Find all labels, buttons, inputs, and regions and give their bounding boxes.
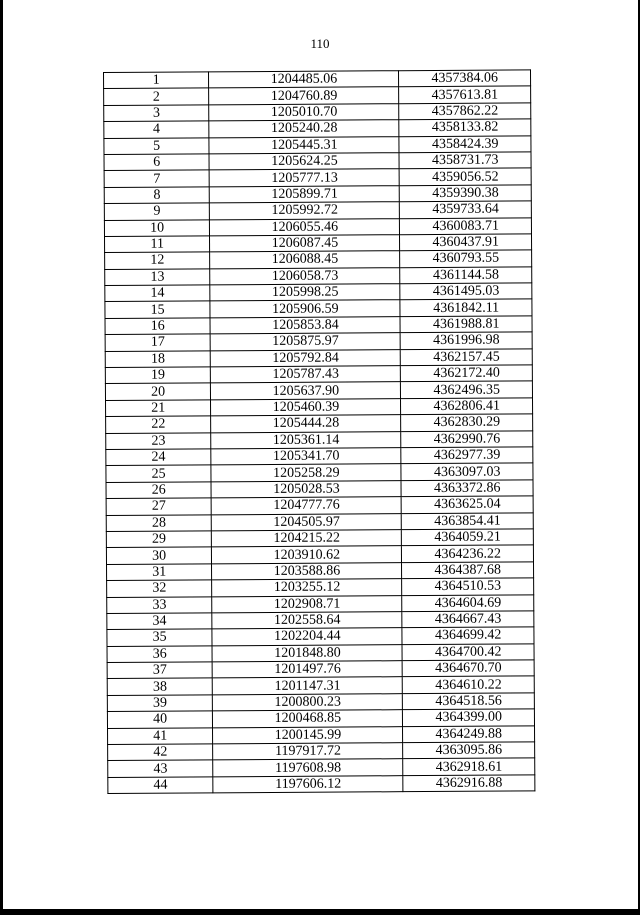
- y-coordinate-cell: 4363372.86: [401, 480, 533, 497]
- x-coordinate-cell: 1205028.53: [211, 480, 401, 498]
- point-number-cell: 13: [105, 269, 210, 286]
- point-number-cell: 14: [105, 285, 210, 302]
- x-coordinate-cell: 1205853.84: [210, 317, 400, 335]
- point-number-cell: 41: [108, 727, 213, 744]
- x-coordinate-cell: 1202908.71: [212, 595, 402, 613]
- y-coordinate-cell: 4361988.81: [400, 316, 532, 333]
- y-coordinate-cell: 4362496.35: [401, 381, 533, 398]
- point-number-cell: 44: [108, 777, 213, 794]
- x-coordinate-cell: 1204485.06: [209, 71, 399, 89]
- y-coordinate-cell: 4363854.41: [402, 512, 534, 529]
- x-coordinate-cell: 1197606.12: [213, 775, 403, 793]
- point-number-cell: 25: [106, 465, 211, 482]
- x-coordinate-cell: 1204215.22: [212, 530, 402, 548]
- y-coordinate-cell: 4361495.03: [400, 283, 532, 300]
- y-coordinate-cell: 4360793.55: [400, 250, 532, 267]
- y-coordinate-cell: 4364604.69: [402, 594, 534, 611]
- point-number-cell: 34: [107, 613, 212, 630]
- point-number-cell: 31: [107, 564, 212, 581]
- coordinates-table: [103, 69, 535, 794]
- y-coordinate-cell: 4363625.04: [402, 496, 534, 513]
- y-coordinate-cell: 4357384.06: [399, 70, 531, 87]
- x-coordinate-cell: 1203910.62: [212, 546, 402, 564]
- point-number-cell: 24: [106, 449, 211, 466]
- scan-edge-left: [0, 0, 3, 915]
- point-number-cell: 4: [104, 121, 209, 138]
- y-coordinate-cell: 4360437.91: [400, 234, 532, 251]
- y-coordinate-cell: 4358731.73: [399, 152, 531, 169]
- y-coordinate-cell: 4364387.68: [402, 562, 534, 579]
- point-number-cell: 22: [106, 416, 211, 433]
- y-coordinate-cell: 4362990.76: [401, 430, 533, 447]
- x-coordinate-cell: 1205240.28: [209, 120, 399, 138]
- y-coordinate-cell: 4359733.64: [400, 201, 532, 218]
- y-coordinate-cell: 4364059.21: [402, 529, 534, 546]
- point-number-cell: 20: [105, 383, 210, 400]
- x-coordinate-cell: 1203588.86: [212, 562, 402, 580]
- y-coordinate-cell: 4362806.41: [401, 398, 533, 415]
- y-coordinate-cell: 4358424.39: [399, 135, 531, 152]
- x-coordinate-cell: 1197608.98: [213, 759, 403, 777]
- x-coordinate-cell: 1205899.71: [210, 185, 400, 203]
- y-coordinate-cell: 4359390.38: [400, 185, 532, 202]
- x-coordinate-cell: 1201147.31: [213, 677, 403, 695]
- y-coordinate-cell: 4362918.61: [403, 758, 535, 775]
- point-number-cell: 1: [104, 72, 209, 89]
- point-number-cell: 36: [107, 646, 212, 663]
- x-coordinate-cell: 1205460.39: [211, 398, 401, 416]
- x-coordinate-cell: 1202204.44: [212, 628, 402, 646]
- point-number-cell: 37: [107, 662, 212, 679]
- x-coordinate-cell: 1205998.25: [210, 284, 400, 302]
- point-number-cell: 29: [106, 531, 211, 548]
- x-coordinate-cell: 1204777.76: [211, 497, 401, 515]
- point-number-cell: 28: [106, 514, 211, 531]
- x-coordinate-cell: 1206058.73: [210, 267, 400, 285]
- x-coordinate-cell: 1206055.46: [210, 218, 400, 236]
- x-coordinate-cell: 1206087.45: [210, 235, 400, 253]
- point-number-cell: 42: [108, 744, 213, 761]
- point-number-cell: 6: [104, 154, 209, 171]
- point-number-cell: 19: [105, 367, 210, 384]
- x-coordinate-cell: 1202558.64: [212, 612, 402, 630]
- y-coordinate-cell: 4357613.81: [399, 86, 531, 103]
- point-number-cell: 32: [107, 580, 212, 597]
- y-coordinate-cell: 4364667.43: [402, 611, 534, 628]
- point-number-cell: 35: [107, 629, 212, 646]
- y-coordinate-cell: 4362830.29: [401, 414, 533, 431]
- x-coordinate-cell: 1205361.14: [211, 431, 401, 449]
- table-row: [108, 775, 535, 794]
- x-coordinate-cell: 1205875.97: [210, 333, 400, 351]
- y-coordinate-cell: 4358133.82: [399, 119, 531, 136]
- x-coordinate-cell: 1204760.89: [209, 87, 399, 105]
- y-coordinate-cell: 4360083.71: [400, 217, 532, 234]
- y-coordinate-cell: 4357862.22: [399, 103, 531, 120]
- point-number-cell: 43: [108, 760, 213, 777]
- y-coordinate-cell: 4361842.11: [400, 299, 532, 316]
- point-number-cell: 5: [104, 137, 209, 154]
- y-coordinate-cell: 4359056.52: [400, 168, 532, 185]
- point-number-cell: 3: [104, 105, 209, 122]
- point-number-cell: 18: [105, 350, 210, 367]
- point-number-cell: 17: [105, 334, 210, 351]
- y-coordinate-cell: 4364510.53: [402, 578, 534, 595]
- y-coordinate-cell: 4364236.22: [402, 545, 534, 562]
- x-coordinate-cell: 1205341.70: [211, 448, 401, 466]
- x-coordinate-cell: 1201848.80: [212, 644, 402, 662]
- y-coordinate-cell: 4364610.22: [403, 676, 535, 693]
- y-coordinate-cell: 4362172.40: [401, 365, 533, 382]
- x-coordinate-cell: 1201497.76: [212, 661, 402, 679]
- point-number-cell: 40: [107, 711, 212, 728]
- x-coordinate-cell: 1205637.90: [211, 382, 401, 400]
- x-coordinate-cell: 1205445.31: [209, 136, 399, 154]
- scan-edge-bottom: [0, 909, 640, 915]
- y-coordinate-cell: 4361144.58: [400, 267, 532, 284]
- x-coordinate-cell: 1205258.29: [211, 464, 401, 482]
- point-number-cell: 26: [106, 482, 211, 499]
- point-number-cell: 16: [105, 318, 210, 335]
- y-coordinate-cell: 4362916.88: [403, 775, 535, 792]
- x-coordinate-cell: 1203255.12: [212, 579, 402, 597]
- x-coordinate-cell: 1197917.72: [213, 743, 403, 761]
- y-coordinate-cell: 4364518.56: [403, 693, 535, 710]
- x-coordinate-cell: 1205906.59: [210, 300, 400, 318]
- point-number-cell: 7: [104, 170, 209, 187]
- point-number-cell: 9: [104, 203, 209, 220]
- x-coordinate-cell: 1200145.99: [213, 726, 403, 744]
- x-coordinate-cell: 1205624.25: [209, 153, 399, 171]
- point-number-cell: 2: [104, 88, 209, 105]
- y-coordinate-cell: 4364249.88: [403, 726, 535, 743]
- x-coordinate-cell: 1200468.85: [213, 710, 403, 728]
- y-coordinate-cell: 4364399.00: [403, 709, 535, 726]
- y-coordinate-cell: 4364700.42: [402, 644, 534, 661]
- y-coordinate-cell: 4364699.42: [402, 627, 534, 644]
- x-coordinate-cell: 1200800.23: [213, 694, 403, 712]
- point-number-cell: 8: [104, 187, 209, 204]
- y-coordinate-cell: 4363095.86: [403, 742, 535, 759]
- x-coordinate-cell: 1205787.43: [211, 366, 401, 384]
- x-coordinate-cell: 1205992.72: [210, 202, 400, 220]
- point-number-cell: 39: [107, 695, 212, 712]
- point-number-cell: 10: [104, 219, 209, 236]
- y-coordinate-cell: 4362157.45: [401, 349, 533, 366]
- point-number-cell: 27: [106, 498, 211, 515]
- point-number-cell: 38: [107, 678, 212, 695]
- x-coordinate-cell: 1205792.84: [211, 349, 401, 367]
- x-coordinate-cell: 1205444.28: [211, 415, 401, 433]
- coordinates-table-body: [104, 70, 535, 794]
- x-coordinate-cell: 1205777.13: [209, 169, 399, 187]
- y-coordinate-cell: 4362977.39: [401, 447, 533, 464]
- x-coordinate-cell: 1206088.45: [210, 251, 400, 269]
- page-number: 110: [310, 36, 330, 51]
- point-number-cell: 15: [105, 301, 210, 318]
- point-number-cell: 23: [106, 432, 211, 449]
- point-number-cell: 30: [106, 547, 211, 564]
- x-coordinate-cell: 1205010.70: [209, 103, 399, 121]
- y-coordinate-cell: 4364670.70: [403, 660, 535, 677]
- point-number-cell: 21: [106, 400, 211, 417]
- x-coordinate-cell: 1204505.97: [212, 513, 402, 531]
- y-coordinate-cell: 4361996.98: [401, 332, 533, 349]
- point-number-cell: 33: [107, 596, 212, 613]
- point-number-cell: 11: [105, 236, 210, 253]
- y-coordinate-cell: 4363097.03: [401, 463, 533, 480]
- point-number-cell: 12: [105, 252, 210, 269]
